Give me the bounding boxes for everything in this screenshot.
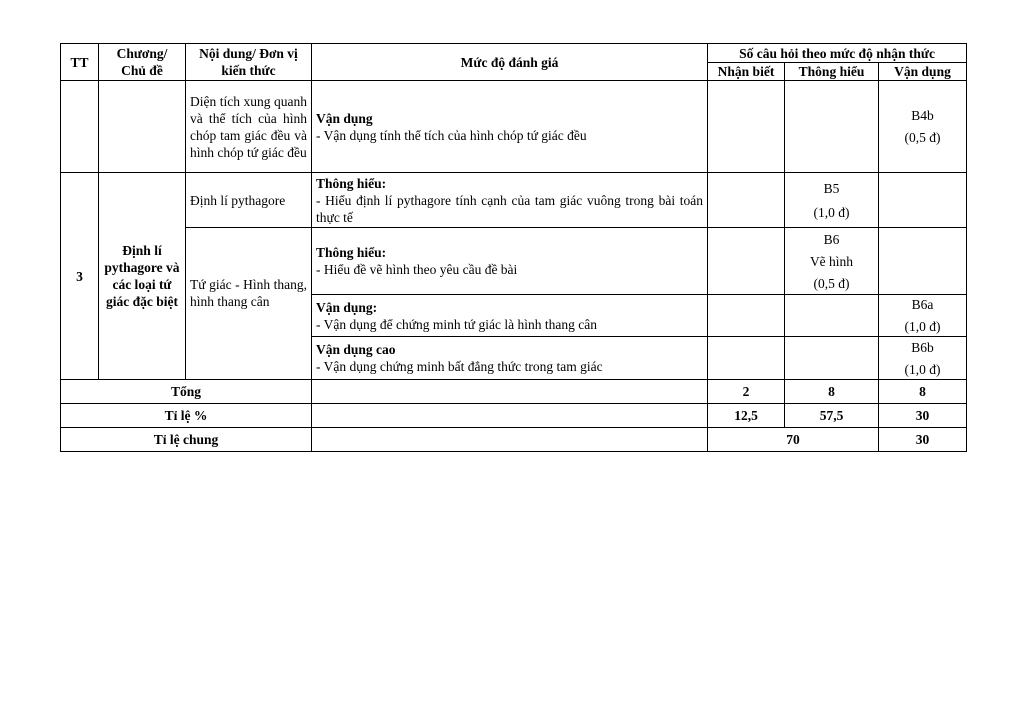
ratio-recognize: 12,5	[708, 404, 785, 428]
content-header: Nội dung/ Đơn vị kiến thức	[186, 44, 312, 81]
ratio-understand: 57,5	[785, 404, 879, 428]
apply-cell	[879, 81, 967, 173]
question-points: (0,5 đ)	[904, 130, 941, 145]
total-label: Tổng	[61, 380, 312, 404]
assessment-header: Mức độ đánh giá	[312, 44, 708, 81]
total-row	[61, 380, 967, 404]
total-assessment-cell	[312, 380, 708, 404]
question-points: (1,0 đ)	[904, 319, 941, 334]
header-row	[61, 44, 967, 63]
table-row	[61, 81, 967, 173]
question-points: (0,5 đ)	[813, 275, 850, 291]
understand-cell	[785, 173, 879, 228]
understand-cell	[785, 295, 879, 337]
content-cell: Diện tích xung quanh và thể tích của hình chóp tam giác đều và hình chóp tứ giác đều	[186, 81, 312, 173]
tt-header: TT	[61, 44, 99, 81]
level-description: - Vận dụng để chứng minh tứ giác là hình thang cân	[316, 316, 597, 332]
tt-cell	[61, 81, 99, 173]
content-cell: Tứ giác - Hình thang, hình thang cân	[186, 228, 312, 380]
common-ratio-label: Tỉ lệ chung	[61, 428, 312, 452]
chapter-cell	[99, 81, 186, 173]
level-title: Vận dụng	[316, 110, 373, 126]
assessment-cell	[312, 228, 708, 295]
ratio-apply: 30	[879, 404, 967, 428]
level-description: - Hiểu đề vẽ hình theo yêu cầu đề bài	[316, 262, 518, 277]
understand-cell	[785, 81, 879, 173]
total-apply: 8	[879, 380, 967, 404]
level-description: - Vận dụng tính thể tích của hình chóp tứ giác đều	[316, 127, 587, 143]
understand-cell	[785, 228, 879, 295]
content-cell: Định lí pythagore	[186, 173, 312, 228]
understand-cell	[785, 337, 879, 380]
question-points: (1,0 đ)	[904, 361, 941, 377]
ratio-label: Tỉ lệ %	[61, 404, 312, 428]
common-ratio-recognize-understand: 70	[708, 428, 879, 452]
recognize-cell	[708, 337, 785, 380]
assessment-cell	[312, 337, 708, 380]
question-code: B6	[823, 231, 840, 247]
ratio-row	[61, 404, 967, 428]
question-code: B5	[823, 180, 840, 196]
question-points: (1,0 đ)	[813, 204, 850, 220]
recognize-cell	[708, 228, 785, 295]
apply-cell	[879, 173, 967, 228]
recognize-cell	[708, 173, 785, 228]
total-recognize: 2	[708, 380, 785, 404]
level-title: Thông hiểu:	[316, 245, 387, 260]
question-code: B4b	[911, 108, 934, 123]
assessment-matrix-table	[60, 43, 967, 452]
recognize-header: Nhận biết	[708, 63, 785, 81]
apply-cell	[879, 337, 967, 380]
total-understand: 8	[785, 380, 879, 404]
level-title: Vận dụng:	[316, 299, 378, 315]
question-code: B6a	[911, 297, 934, 312]
level-description: - Hiểu định lí pythagore tính cạnh của tam giác vuông trong bài toán thực tế	[316, 192, 703, 225]
level-title: Thông hiểu:	[316, 175, 387, 191]
table-row	[61, 173, 967, 228]
question-count-header: Số câu hỏi theo mức độ nhận thức	[708, 44, 967, 63]
understand-header: Thông hiểu	[785, 63, 879, 81]
chapter-name-cell: Định lí pythagore và các loại tứ giác đặc biệt	[99, 173, 186, 380]
table-row	[61, 228, 967, 295]
recognize-cell	[708, 81, 785, 173]
assessment-cell	[312, 173, 708, 228]
assessment-cell	[312, 81, 708, 173]
ratio-assessment-cell	[312, 404, 708, 428]
apply-cell	[879, 295, 967, 337]
common-ratio-row	[61, 428, 967, 452]
assessment-cell	[312, 295, 708, 337]
recognize-cell	[708, 295, 785, 337]
apply-header: Vận dụng	[879, 63, 967, 81]
common-assessment-cell	[312, 428, 708, 452]
apply-cell	[879, 228, 967, 295]
common-ratio-apply: 30	[879, 428, 967, 452]
question-code: B6b	[911, 339, 934, 355]
level-description: - Vận dụng chứng minh bất đẳng thức trong tam giác	[316, 359, 603, 374]
tt-cell: 3	[61, 173, 99, 380]
level-title: Vận dụng cao	[316, 342, 396, 357]
chapter-header: Chương/ Chủ đề	[99, 44, 186, 81]
question-note: Vẽ hình	[809, 253, 854, 269]
